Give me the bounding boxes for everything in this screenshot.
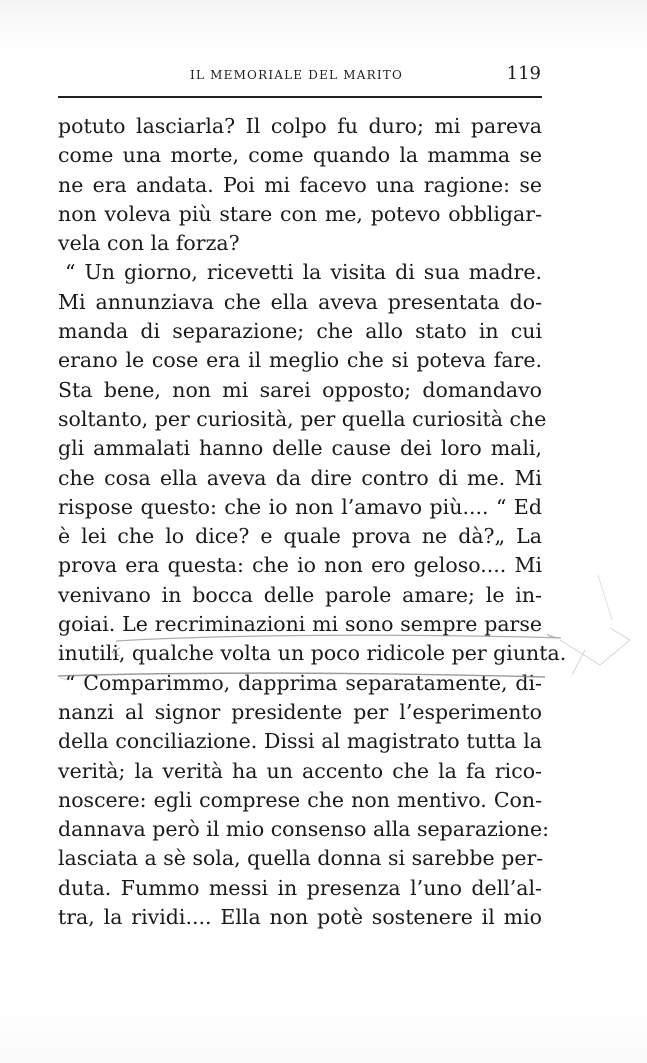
- text-line: dannava però il mio consenso alla separazione:: [58, 817, 549, 842]
- text-line: vela con la forza?: [58, 231, 240, 256]
- body-text: [58, 112, 567, 932]
- text-line: ne era andata. Poi mi facevo una ragione: se: [58, 172, 542, 197]
- text-line: potuto lasciarla? Il colpo fu duro; mi pareva: [58, 114, 542, 138]
- text-line: manda di separazione; che allo stato in cui: [58, 319, 542, 344]
- text-line: gli ammalati hanno delle cause dei loro mali,: [58, 436, 542, 461]
- text-line: lasciata a sè sola, quella donna si sarebbe per-: [58, 846, 544, 871]
- text-line: che cosa ella aveva da dire contro di me. Mi: [58, 465, 542, 490]
- text-line: tra, la rividi.... Ella non potè sostenere il mio: [58, 905, 542, 930]
- text-line: Sta bene, non mi sarei opposto; domandavo: [58, 377, 542, 402]
- text-line: verità; la verità ha un accento che la fa rico-: [58, 758, 542, 783]
- text-line: soltanto, per curiosità, per quella curiosità che: [58, 406, 547, 431]
- text-line: inutili, qualche volta un poco ridicole per giunta.: [58, 641, 567, 666]
- pencil-sketch: [598, 575, 612, 620]
- text-line: prova era questa: che io non ero geloso.... Mi: [58, 553, 542, 578]
- text-line: erano le cose era il meglio che si poteva fare.: [58, 348, 542, 373]
- text-line: della conciliazione. Dissi al magistrato tutta la: [58, 729, 542, 754]
- text-line: “ Un giorno, ricevetti la visita di sua madre.: [65, 260, 542, 285]
- running-title: IL MEMORIALE DEL MARITO: [190, 68, 404, 82]
- text-line: goiai. Le recriminazioni mi sono sempre parse: [58, 612, 542, 637]
- text-line: “ Comparimmo, dapprima separatamente, di-: [65, 670, 542, 695]
- text-line: Mi annunziava che ella aveva presentata do-: [58, 289, 542, 314]
- text-line: come una morte, come quando la mamma se: [58, 143, 542, 168]
- text-line: noscere: egli comprese che non mentivo. Con-: [58, 787, 542, 812]
- text-line: duta. Fummo messi in presenza l’uno dell’al-: [58, 875, 542, 900]
- text-line: non voleva più stare con me, potevo obbligar-: [58, 201, 542, 226]
- page-header: [58, 60, 543, 88]
- text-line: è lei che lo dice? e quale prova ne dà?„ La: [58, 524, 542, 549]
- text-line: nanzi al signor presidente per l’esperimento: [58, 699, 542, 724]
- text-line: venivano in bocca delle parole amare; le in-: [58, 582, 542, 607]
- text-line: rispose questo: che io non l’amavo più.... “ Ed: [58, 494, 542, 519]
- page-number: 119: [506, 63, 541, 84]
- pencil-sketch: [560, 628, 630, 675]
- header-rule: [58, 96, 542, 98]
